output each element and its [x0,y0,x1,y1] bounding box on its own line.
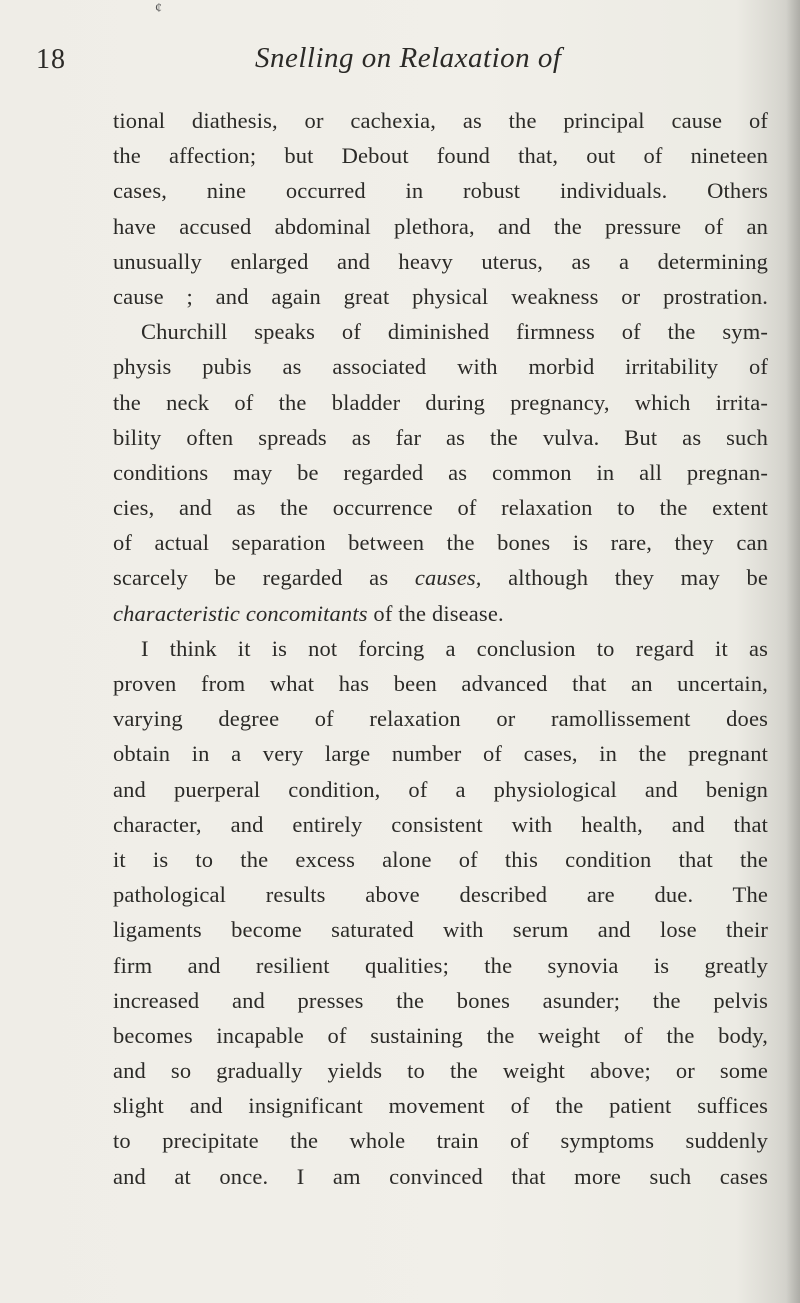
text-line: cause ; and again great physical weakness or prostration. [113,283,768,309]
italic-term-concomitants: characteristic concomitants [113,600,368,626]
text-line: the affection; but Debout found that, out of nineteen [113,143,768,169]
text-line: I think it is not forcing a conclusion to regard it as [141,635,768,661]
text-line: unusually enlarged and heavy uterus, as a determining [113,248,768,274]
text-line: slight and insignificant movement of the patient suffices [113,1093,768,1119]
text-line: cies, and as the occurrence of relaxation to the extent [113,495,768,521]
page-number: 18 [36,44,66,75]
text-line: character, and entirely consistent with health, and that [113,811,768,837]
italic-term-causes: causes, [414,565,482,591]
text-line: to precipitate the whole train of symptoms suddenly [113,1128,768,1154]
text-line: increased and presses the bones asunder; the pelvis [113,987,768,1013]
text-line: the neck of the bladder during pregnancy, which irrita- [113,389,768,415]
text-segment: although they may be [508,565,769,591]
text-line-mixed [113,560,768,595]
text-line: of actual separation between the bones is rare, they can [113,530,768,556]
text-segment: scarcely be regarded as [113,565,389,591]
text-line: bility often spreads as far as the vulva. But as such [113,424,768,450]
body-text [113,103,768,1194]
text-line: conditions may be regarded as common in all pregnan- [113,459,768,485]
text-line: and at once. I am convinced that more such cases [113,1163,768,1189]
text-line: becomes incapable of sustaining the weight of the body, [113,1022,768,1048]
text-line: Churchill speaks of diminished firmness of the sym- [141,319,768,345]
page-header [0,44,800,84]
page-edge-shadow [786,0,800,1303]
text-line: tional diathesis, or cachexia, as the principal cause of [113,108,768,133]
text-line: cases, nine occurred in robust individuals. Others [113,178,768,204]
text-line: ligaments become saturated with serum and lose their [113,917,768,943]
text-line: it is to the excess alone of this condition that the [113,846,768,872]
text-line-mixed [113,596,768,631]
ink-speck: ¢ [155,1,162,16]
text-line: and puerperal condition, of a physiological and benign [113,776,768,802]
text-line: physis pubis as associated with morbid irritability of [113,354,768,380]
text-segment: of the disease. [373,600,504,626]
text-line: varying degree of relaxation or ramollissement does [113,706,768,732]
text-line: pathological results above described are due. The [113,882,768,908]
text-line: and so gradually yields to the weight above; or some [113,1058,768,1084]
text-line: obtain in a very large number of cases, in the pregnant [113,741,768,767]
running-title: Snelling on Relaxation of [255,42,562,74]
text-line: firm and resilient qualities; the synovia is greatly [113,952,768,978]
text-line: have accused abdominal plethora, and the pressure of an [113,213,768,239]
text-line: proven from what has been advanced that an uncertain, [113,671,768,696]
